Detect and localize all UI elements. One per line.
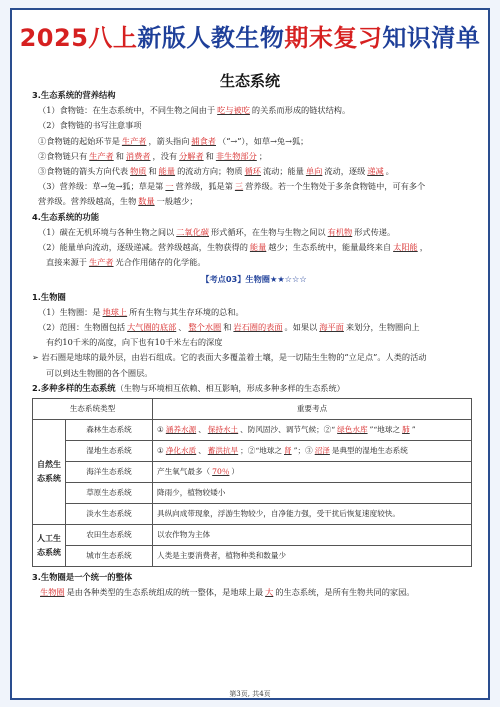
paragraph: （2）能量单向流动，逐级递减。营养级越高，生物获得的 能量 越少；生态系统中，能量最终来自 太阳能 ， <box>38 242 428 253</box>
ecosystem-table <box>32 398 472 567</box>
type-cell: 湿地生态系统 <box>66 441 153 462</box>
table-header-row <box>33 399 472 420</box>
paragraph: （3）营养级：草→兔→狐；草是第 一 营养级，狐是第 三 营养级。若一个生物处于多条食物链中，可有多个 <box>38 181 426 192</box>
content <box>32 88 476 600</box>
table-header: 重要考点 <box>153 399 472 420</box>
paragraph: 生物圈 是由各种类型的生态系统组成的统一整体，是地球上最 大 的生态系统，是所有生物共同的家园。 <box>40 587 415 598</box>
main-title: 2025八上新版人教生物期末复习知识清单 <box>19 24 481 52</box>
document-page <box>10 8 490 700</box>
paragraph: 有约10千米的高度，向下也有10千米左右的深度 <box>46 337 223 348</box>
point-cell: ① 涵养水源 、 保持水土 、防风固沙、调节气候；②“ 绿色水库 ”“地球之 肺 ” <box>153 420 472 441</box>
section-heading: 3.生物圈是一个统一的整体 <box>32 572 133 583</box>
paragraph: 直接来源于 生产者 光合作用储存的化学能。 <box>46 257 206 268</box>
table-row <box>33 441 472 462</box>
point-cell: ① 净化水质 、 蓄洪抗旱 ；②“地球之 肾 ”；③ 沼泽 是典型的湿地生态系统 <box>153 441 472 462</box>
paragraph: 可以到达生物圈的各个圈层。 <box>46 367 153 378</box>
paragraph: （1）生物圈：是 地球上 所有生物与其生存环境的总和。 <box>38 306 244 317</box>
table-row <box>33 420 472 441</box>
category-cell: 人工生态系统 <box>33 525 66 567</box>
type-cell: 海洋生态系统 <box>66 462 153 483</box>
kaodian-heading: 【考点03】生物圈★★☆☆☆ <box>201 274 307 285</box>
paragraph: ➢ 岩石圈是地球的最外层，由岩石组成。它的表面大多覆盖着土壤，是一切陆生生物的“立足点”。人类的活动 <box>32 352 427 363</box>
category-cell: 自然生态系统 <box>33 420 66 525</box>
type-cell: 草原生态系统 <box>66 483 153 504</box>
type-cell: 淡水生态系统 <box>66 504 153 525</box>
table-header: 生态系统类型 <box>33 399 153 420</box>
section-heading: 4.生态系统的功能 <box>32 211 100 222</box>
section-heading: 1.生物圈 <box>32 291 66 302</box>
paragraph: ①食物链的起始环节是 生产者 ，箭头指向 捕食者 （“→”），如草→兔→狐； <box>38 135 309 146</box>
table-row <box>33 546 472 567</box>
paragraph: ②食物链只有 生产者 和 消费者 ，没有 分解者 和 非生物部分 ； <box>38 150 268 161</box>
table-row <box>33 483 472 504</box>
paragraph: （2）范围：生物圈包括 大气圈的底部 、 整个水圈 和 岩石圈的表面 。如果以 海平面 来划分，生物圈向上 <box>38 322 420 333</box>
table-row <box>33 504 472 525</box>
page-footer: 第3页, 共4页 <box>229 690 271 698</box>
paragraph: 营养级。营养级越高，生物 数量 一般越少； <box>38 196 198 207</box>
point-cell: 以农作物为主体 <box>153 525 472 546</box>
table-row <box>33 462 472 483</box>
arrow-bullet-icon: ➢ <box>32 352 42 363</box>
page-subtitle: 生态系统 <box>219 72 280 90</box>
point-cell: 人类是主要消费者，植物种类和数量少 <box>153 546 472 567</box>
paragraph: （1）碳在无机环境与各种生物之间以 二氧化碳 形式循环，在生物与生物之间以 有机物 形式传递。 <box>38 226 396 237</box>
table-row <box>33 525 472 546</box>
paragraph: ③食物链的箭头方向代表 物质 和 能量 的流动方向；物质 循环 流动；能量 单向 流动，逐级 递减 。 <box>38 166 394 177</box>
type-cell: 森林生态系统 <box>66 420 153 441</box>
point-cell: 产生氧气最多（ 70％ ） <box>153 462 472 483</box>
section-heading: 2.多种多样的生态系统（生物与环境相互依赖、相互影响，形成多种多样的生态系统） <box>32 382 345 393</box>
point-cell: 降雨少，植物较矮小 <box>153 483 472 504</box>
paragraph: （2）食物链的书写注意事项 <box>38 120 142 131</box>
type-cell: 城市生态系统 <box>66 546 153 567</box>
point-cell: 具纵向成带现象，浮游生物较少，自净能力强，受干扰后恢复速度较快。 <box>153 504 472 525</box>
paragraph: （1）食物链：在生态系统中，不同生物之间由于 吃与被吃 的关系而形成的链状结构。 <box>38 105 351 116</box>
section-heading: 3.生态系统的营养结构 <box>32 90 116 100</box>
type-cell: 农田生态系统 <box>66 525 153 546</box>
